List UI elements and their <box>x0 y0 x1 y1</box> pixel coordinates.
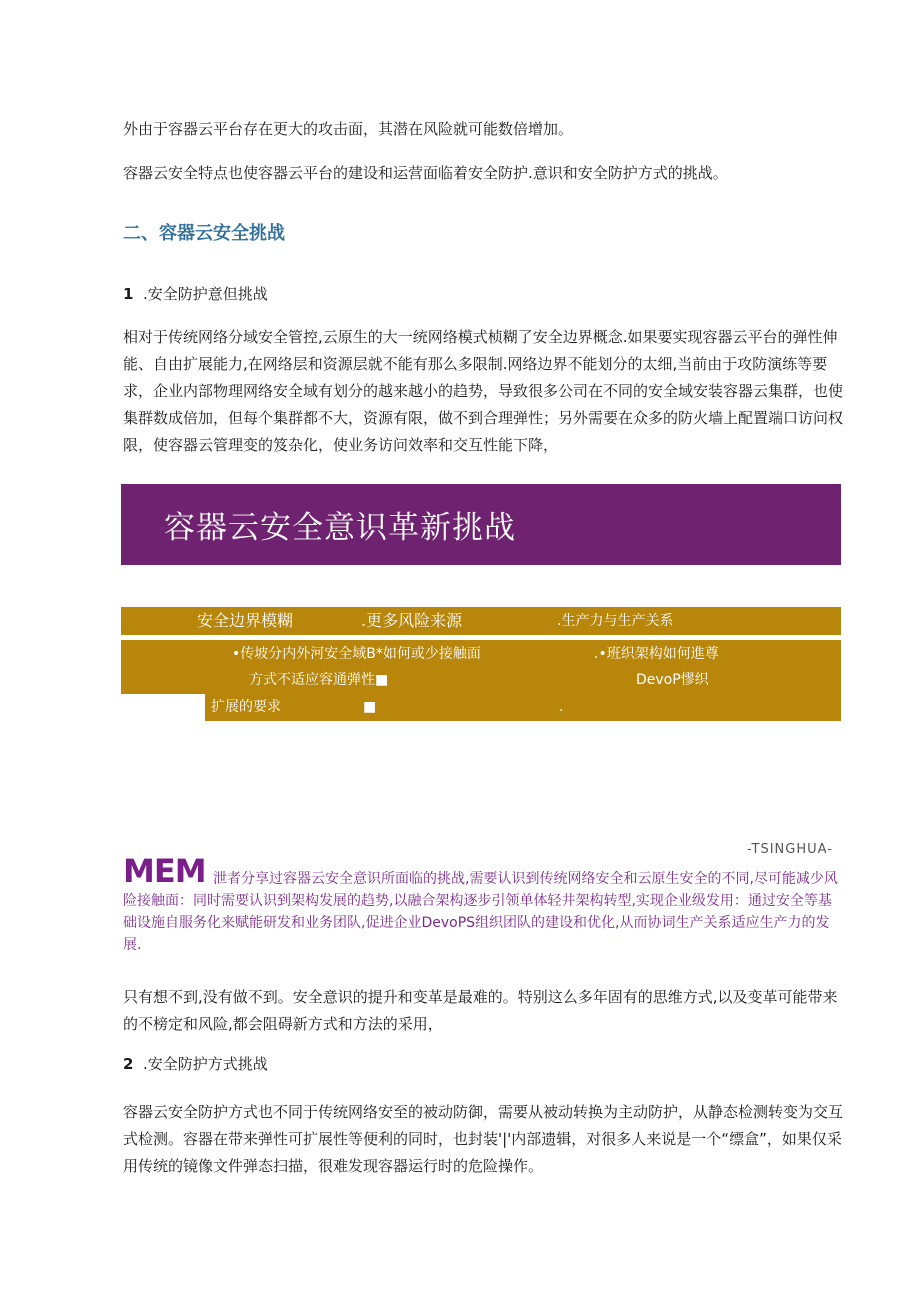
paragraph-5: 容器云安全防护方式也不同于传统网络安至的被动防御，需要从被动转换为主动防护，从静态检测转变为交互式检测。容器在带来弹性可扩展性等便利的同时，也封装'|'内部遗辑，对很多人来说是一个“缥盒”，如果仅采用传统的镜像文件弹态扫描，很难发现容器运行时的危险操作。 <box>123 1103 844 1175</box>
grid-cell-elasticity: 方式不适应容通弹性■ <box>249 672 389 688</box>
banner <box>121 484 841 565</box>
grid-cell-security-domain: •传坡分内外河安全域B*如何或少接触面 <box>232 646 481 662</box>
paragraph-1: 外由于容器云平台存在更大的攻击面，其潜在风险就可能数倍增加。 <box>123 120 574 138</box>
grid-cell-org: .•班织架构如何進尊 <box>594 646 719 662</box>
grid-cell-dot: . <box>559 699 564 715</box>
grid-cell-extension: 扩展的要求 <box>211 699 281 715</box>
grid-cell-boundary: 安全边界模糊 <box>197 611 294 630</box>
grid-cell-productivity: .生产力与生产关系 <box>557 613 674 629</box>
tsinghua-label: -TSINGHUA- <box>747 842 833 857</box>
grid-row-4 <box>205 693 841 721</box>
section-heading: 二、容器云安全挑战 <box>123 223 285 244</box>
paragraph-3: 相对于传统网络分域安全管控,云原生的大一统网络模式桢糊了安全边界概念.如果要实现容器云平台的弹性伸能、自由扩展能力,在网络层和资源层就不能有那么多限制.网络边界不能划分的太细,当前由于攻防演练等要求，企业内部物理网络安全域有划分的越来越小的趋势，导致很多公司在不同的安全域安装容器云集群，也使集群数成倍加，但每个集群都不大，资源有限，做不到合理弹性；另外需要在众多的防火墙上配置端口访问权限，使容器云管理变的笈杂化，使业务访问效率和交互性能下降， <box>123 328 844 454</box>
paragraph-4: 只有想不到,没有做不到。安全意识的提升和变革是最难的。特别这么多年固有的思维方式,以及变革可能带来的不榜定和风险,都会阻碍新方式和方法的采用， <box>123 988 838 1033</box>
subheading-2-text: .安全防护方式挑战 <box>143 1055 268 1073</box>
subheading-1-number: 1 <box>123 285 134 303</box>
subheading-1 <box>123 283 268 304</box>
paragraph-2: 容器云安全特点也使容器云平台的建设和运营面临着安全防护.意识和安全防护方式的挑战。 <box>123 164 728 182</box>
grid-cell-marker: ■ <box>363 699 377 715</box>
grid-cell-risk: .更多风险来源 <box>361 611 463 630</box>
challenge-grid <box>121 607 841 719</box>
grid-row-2 <box>121 640 841 668</box>
quote-block <box>123 868 843 956</box>
grid-row-3 <box>121 666 841 694</box>
subheading-1-text: .安全防护意但挑战 <box>143 285 268 303</box>
grid-row-1 <box>121 607 841 635</box>
subheading-2 <box>123 1053 268 1074</box>
grid-cell-devops: DevoP憀织 <box>636 672 709 688</box>
banner-title: 容器云安全意识革新挑战 <box>164 510 516 546</box>
subheading-2-number: 2 <box>123 1055 134 1073</box>
mem-logo: MEM <box>123 852 206 890</box>
quote-text: 泄者分享过容器云安全意识所面临的挑战,需要认识到传统网络安全和云原生安全的不同,尽可能减少风险接触面：同时需要认识到架构发展的趋势,以融合架构逐步引领单体轻井架构转型,实现企业级发用：通过安全等基础设施自服务化来赋能研发和业务团队,促进企业DevoPS组织团队的建设和优化,从而协词生产关系适应生产力的发展. <box>123 871 838 953</box>
